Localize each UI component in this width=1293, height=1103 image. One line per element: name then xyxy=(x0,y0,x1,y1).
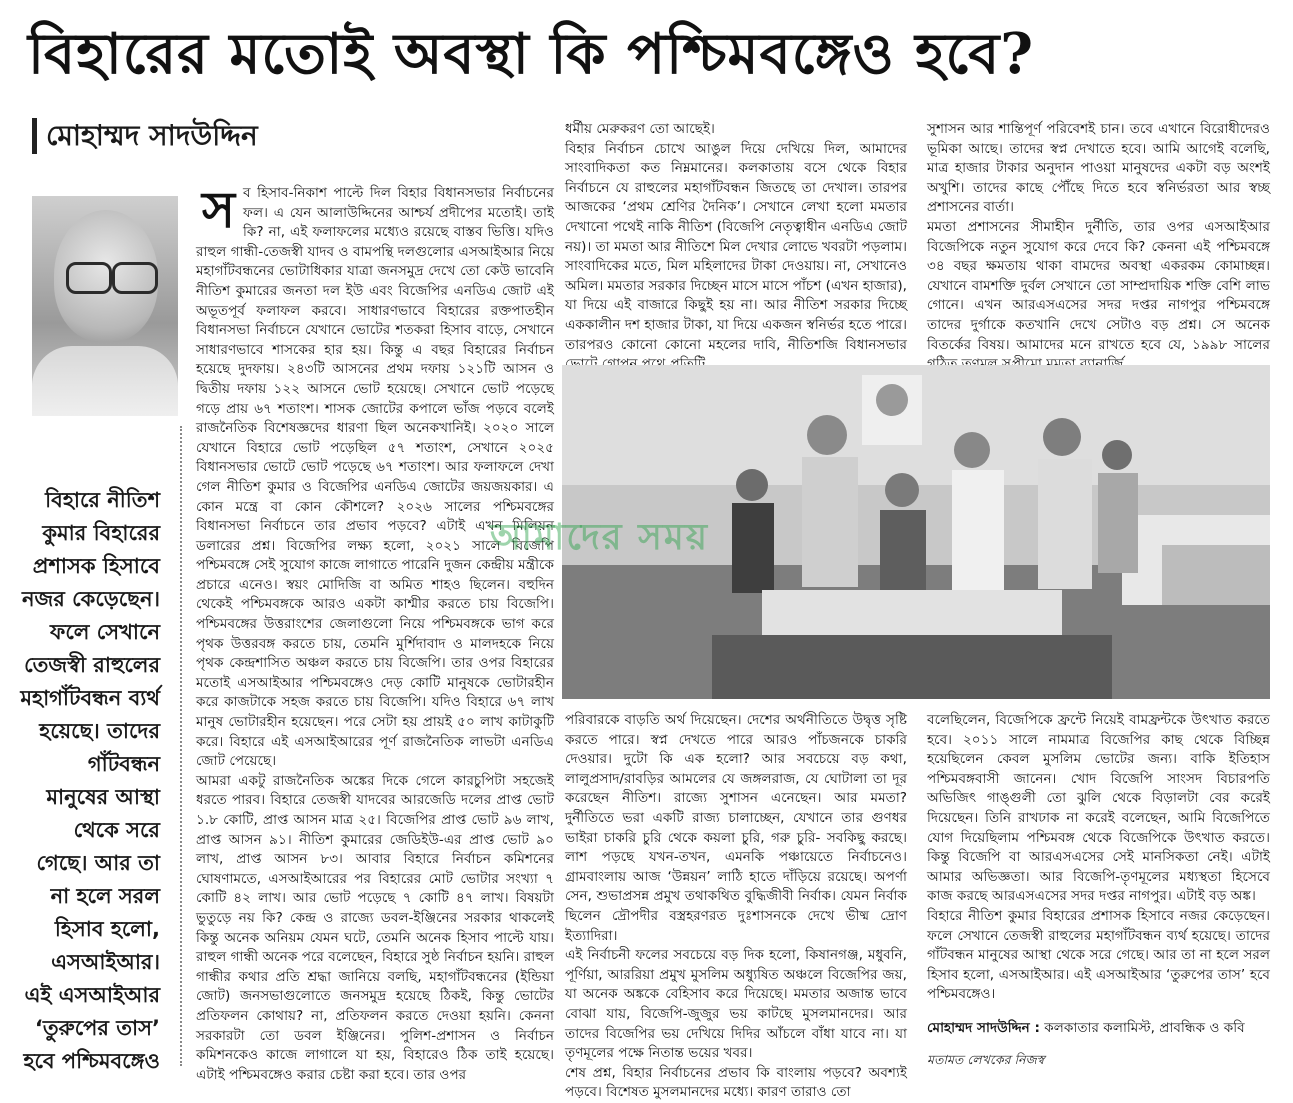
paragraph: মমতা প্রশাসনের সীমাহীন দুর্নীতি, তার ওপর এসআইআর বিজেপিকে নতুন সুযোগ করে দেবে কি? কেননা এই পশ্চিমবঙ্গে ৩৪ বছর ক্ষমতায় থাকা বামদের অবস্থা একরকম কোমাচ্ছন্ন। যেখানে বামশক্তি দুর্বল সেখানে তো সাম্প্রদায়িক শক্তি বেশি লাভ গোনে। এখন আরএসএসের সদর দপ্তর নাগপুর পশ্চিমবঙ্গে তাদের দুর্গাকে কতখানি দেখে সেটাও বড় প্রশ্ন। সে অনেক বিতর্কের বিষয়। আমাদের মনে রাখতে হবে যে, ১৯৯৮ সালের xyxy=(927,218,1270,353)
paragraph: আমরা একটু রাজনৈতিক অঙ্কের দিকে গেলে কারচুপিটা সহজেই ধরতে পারব। বিহারে তেজস্বী যাদবের আরজেডি দলের প্রাপ্ত ভোট ১.৮ কোটি, প্রাপ্ত আসন মাত্র ২৫। বিজেপির প্রাপ্ত ভোট ৯৬ লাখ, প্রাপ্ত আসন ৯১। নীতিশ কুমারের জেডিইউ-এর প্রাপ্ত ভোট ৯০ লাখ, প্রাপ্ত আসন ৮৩। আবার বিহারে নির্বাচন কমিশনের ঘোষণামতে, এসআইআরের পর বিহারের মোট ভোটার সংখ্যা ৭ কোটি ৪২ লাখ। আর ভোট পড়েছে ৭ কোটি ৪৭ লাখ। বিষয়টা ভুতুড়ে নয় কি? কেন্দ্র ও রাজ্যে ডবল-ইঞ্জিনের সরকার থাকলেই কিন্তু অনেক অনিয়ম যেমন ঘটে, তেমনি অনেক হিসাব পাল্টে যায়। রাহুল গান্ধী অনেক পরে বলেছেন, বিহারে সুষ্ঠ নির্বাচন হয়নি। রাহুল গান্ধীর কথার প্রতি শ্রদ্ধা জানিয়ে বলছি, মহাগাঁটবন্ধনের (ইন্ডিয়া জোট) জনসভাগুলোতে জনসমুদ্র হয়েছে ঠিকই, কিন্তু ভোটের প্রতিফলন কোথায়? না, প্রতিফলন করতে দেওয়া হয়নি। কেননা সরকারটা তো ডবল ইঞ্জিনের। পুলিশ-প্রশাসন ও নির্বাচন কমিশনকেও কাজে লাগালে যা হয়, বিহারেও ঠিক তাই হয়েছে। এটাই পশ্চিমবঙ্গেও করার চেষ্টা করা হবে। তার ওপর xyxy=(196,772,554,1083)
article-column-3-bottom xyxy=(927,711,1270,1011)
author-photo-glasses-left xyxy=(66,262,112,294)
article-column-1 xyxy=(196,180,554,1083)
article-column-2-bottom xyxy=(565,711,907,1101)
author-photo-glasses-right xyxy=(112,262,158,294)
paragraph: সুশাসন আর শান্তিপূর্ণ পরিবেশই চান। তবে এখানে বিরোধীদেরও ভূমিকা আছে। তাদের স্বপ্ন দেখাতে হবে। আমি আগেই বলেছি, মাত্র হাজার টাকার অনুদান পাওয়া মানুষদের একটা বড় অংশই অখুশি। তাদের কাছে পৌঁছে দিতে হবে স্বনির্ভরতা আর স্বচ্ছ প্রশাসনের বার্তা। xyxy=(927,121,1270,216)
paragraph: বিহারে নীতিশ কুমার বিহারের প্রশাসক হিসাবে নজর কেড়েছেন। ফলে সেখানে তেজস্বী রাহুলের মহাগাঁটবন্ধন ব্যর্থ হয়েছে। তাদের গাঁটবন্ধন মানুষের আস্থা থেকে সরে গেছে। আর তা না হলে সরল হিসাব হলো, এসআইআর। এই এসআইআর ‘তুরুপের তাস’ হবে পশ্চিমবঙ্গেও। xyxy=(927,907,1270,1003)
watermark: আমাদের সময় xyxy=(490,517,710,558)
author-photo-shirt xyxy=(32,346,178,416)
headline: বিহারের মতোই অবস্থা কি পশ্চিমবঙ্গেও হবে? xyxy=(28,21,1035,87)
paragraph: পরিবারকে বাড়তি অর্থ দিয়েছেন। দেশের অর্থনীতিতে উদ্বৃত্ত সৃষ্টি করতে পারে। স্বপ্ন দেখতে পারে আরও পাঁচজনকে চাকরি দেওয়ার। দুটো কি এক হলো? আর সবচেয়ে বড় কথা, লালুপ্রসাদ/রাবড়ির আমলের যে জঙ্গলরাজ, যে ঘোটালা তা দূর করেছেন নীতিশ। রাজ্যে সুশাসন এনেছেন। আর মমতা? দুর্নীতিতে ভরা একটি রাজ্য চালাচ্ছেন, যেখানে তার গুণধর ভাইরা চাকরি চুরি থেকে কয়লা চুরি, গরু চুরি- সবকিছু করছে। লাশ পড়ছে যখন-তখন, এমনকি পঞ্চায়েতে নির্বাচনেও। গ্রামবাংলায় আজ ‘উন্নয়ন’ লাঠি হাতে দাঁড়িয়ে রয়েছে। অপর্ণা সেন, শুভাপ্রসন্ন প্রমুখ তথাকথিত বুদ্ধিজীবী নির্বাক। যেমন নির্বাক ছিলেন দ্রৌপদীর বস্ত্রহরণরত দুঃশাসনকে দেখে ভীষ্ম দ্রোণ ইত্যাদিরা। xyxy=(565,712,907,944)
paragraph: এই নির্বাচনী ফলের সবচেয়ে বড় দিক হলো, কিষানগঞ্জ, মধুবনি, পূর্ণিয়া, আররিয়া প্রমুখ মুসলিম অধ্যুষিত অঞ্চলে বিজেপির জয়, যা অনেক অঙ্ককে বেহিসাব করে দিয়েছে। মমতার অজান্ত ভাবে বোঝা যায়, বিজেপি-জুজুর ভয় কাটছে মুসলমানদের। আর তাদের বিজেপির ভয় দেখিয়ে দিদির আঁচলে বাঁধা যাবে না। যা তৃণমূলের পক্ষে নিতান্ত ভয়ের খবর। xyxy=(565,947,907,1062)
paragraph: ধর্মীয় মেরুকরণ তো আছেই। xyxy=(565,121,715,137)
article-column-2-top xyxy=(565,120,907,364)
drop-cap: স xyxy=(202,180,236,239)
author-note-name: মোহাম্মদ সাদউদ্দিন : xyxy=(927,1020,1040,1036)
author-note xyxy=(927,1018,1270,1038)
disclaimer: মতামত লেখকের নিজস্ব xyxy=(927,1052,1045,1067)
author-note-desc: কলকাতার কলামিস্ট, প্রাবন্ধিক ও কবি xyxy=(1039,1020,1245,1036)
pullquote: বিহারে নীতিশ কুমার বিহারের প্রশাসক হিসাবে নজর কেড়েছেন। ফলে সেখানে তেজস্বী রাহুলের মহাগাঁটবন্ধন ব্যর্থ হয়েছে। তাদের গাঁটবন্ধন মানুষের আস্থা থেকে সরে গেছে। আর তা না হলে সরল হিসাব হলো, এসআইআর। এই এসআইআর ‘তুরুপের তাস’ হবে পশ্চিমবঙ্গেও xyxy=(20,488,160,1073)
byline-bar xyxy=(32,118,37,154)
paragraph: বলেছিলেন, বিজেপিকে ফ্রন্টে নিয়েই বামফ্রন্টকে উৎখাত করতে হবে। ২০১১ সালে নামমাত্র বিজেপির কাছ থেকে বিচ্ছিন্ন হয়েছিলেন কেবল মুসলিম ভোটের জন্য। বাকি ইতিহাস পশ্চিমবঙ্গবাসী জানেন। খোদ বিজেপি সাংসদ বিচারপতি অভিজিৎ গাঙ্গুলী তো ঝুলি থেকে বিড়ালটা বের করেই দিয়েছেন। তিনি রাখঢাক না করেই বলেছেন, আমি বিজেপিতে যোগ দিয়েছিলাম পশ্চিমবঙ্গ থেকে বিজেপিকে উৎখাত করতে। কিন্তু বিজেপি বা আরএসএসের সেই মানসিকতা নেই। এটাই আমার অভিজ্ঞতা। আর বিজেপি-তৃণমূলের মধ্যস্থতা হিসেবে কাজ করছে আরএসএসের সদর দপ্তর নাগপুর। এটাই বড় অঙ্ক। xyxy=(927,712,1270,905)
paragraph: বিহার নির্বাচন চোখে আঙুল দিয়ে দেখিয়ে দিল, আমাদের সাংবাদিকতা কত নিম্নমানের। কলকাতায় বসে থেকে বিহার নির্বাচনে যে রাহুলের মহাগাঁটবন্ধন জিতছে তা দেখাল। তারপর আজকের ‘প্রথম শ্রেণির দৈনিক’। সেখানে লেখা হলো মমতার দেখানো পথেই নাকি নীতিশ (বিজেপি নেতৃত্বাধীন এনডিএ জোট নয়)। তা মমতা আর নীতিশে মিল দেখার লোভে খবরটা পড়লাম। সাংবাদিকের মতে, মিল মহিলাদের টাকা দেওয়ায়। না, সেখানেও অমিল। মমতার সরকার দিচ্ছেন মাসে মাসে পাঁচশ (এখন হাজার), যা দিয়ে এই বাজারে কিছুই হয় না। আর নীতিশ সরকার দিচ্ছে এককালীন দশ হাজার টাকা, যা দিয়ে একজন স্বনির্ভর হতে পারে। তারপরও কোনো কোনো মহলের দাবি, নীতিশজি বিধানসভার xyxy=(565,140,907,353)
paragraph: শেষ প্রশ্ন, বিহার নির্বাচনের প্রভাব কি বাংলায় পড়বে? অবশ্যই পড়বে। বিশেষত মুসলমানদের মধ্যে। কারণ তারাও তো xyxy=(565,1064,907,1101)
paragraph: ব হিসাব-নিকাশ পাল্টে দিল বিহার বিধানসভার নির্বাচনের ফল। এ যেন আলাউদ্দিনের আশ্চর্য প্রদীপের মতোই। তাই কি? না, এই ফলাফলের মধ্যেও রয়েছে বাস্তব ভিত্তি। যদিও রাহুল গান্ধী-তেজস্বী যাদব ও বামপন্থি দলগুলোর এসআইআর নিয়ে মহাগাঁটবন্ধনের ভোটাধিকার যাত্রা জনসমুদ্র দেখে তো কেউ ভাবেনি নীতিশ কুমারের জনতা দল ইউ এবং বিজেপির এনডিএ জোট এই অভূতপূর্ব ফলাফল করবে। সাধারণভাবে বিহারের রক্তপাতহীন বিধানসভা নির্বাচনে যেখানে ভোটের শতকরা হিসাব বাড়ে, সেখানে সাধারণভাবে শাসকের হার হয়। কিন্তু এ বছর বিহারের নির্বাচন হয়েছে দুদফায়। ২৪৩টি আসনের প্রথম দফায় ১২১টি আসন ও দ্বিতীয় দফায় ১২২ আসনে ভোট হয়েছে। সেখানে ভোট পড়েছে গড়ে প্রায় ৬৭ শতাংশ। শাসক জোটের কপালে ভাঁজ পড়বে বলেই রাজনৈতিক বিশেষজ্ঞদের ধারণা ছিল অনেকখানিই। ২০২০ সালে যেখানে বিহারে ভোট পড়েছিল ৫৭ শতাংশ, সেখানে ২০২৫ বিধানসভার ভোটে ভোট পড়েছে ৬৭ শতাংশ। আর ফলাফলে দেখা গেল নীতিশ কুমার ও বিজেপির এনডিএ জোটের জয়জয়কার। এ কোন মন্ত্রে বা কোন কৌশলে? ২০২৬ সালের পশ্চিমবঙ্গের বিধানসভা নির্বাচনে তার প্রভাব পড়বে? এটাই এখন মিলিয়ন ডলারের প্রশ্ন। বিজেপির লক্ষ্য হলো, ২০২১ সালে বিজেপি পশ্চিমবঙ্গে সেই সুযোগ কাজে লাগাতে পারেনি দুজন কেন্দ্রীয় মন্ত্রীকে প্রচারে এনেও। স্বয়ং মোদিজি বা অমিত শাহও ছিলেন। বহুদিন থেকেই পশ্চিমবঙ্গকে আরও একটা কাশ্মীর করতে চায় বিজেপি। পশ্চিমবঙ্গের উত্তরাংশের জেলাগুলো নিয়ে পশ্চিমবঙ্গকে ভাগ করে পৃথক উত্তরবঙ্গ করতে চায়, তেমনি মুর্শিদাবাদ ও মালদহকে নিয়ে পৃথক কেন্দ্রশাসিত অঞ্চল করতে চায় বিজেপি। তার ওপর বিহারের মতোই এসআইআর পশ্চিমবঙ্গেও দেড় কোটি মানুষকে ভোটারহীন করে কাজটাকে সহজ করতে চায় বিজেপি। যদিও বিহারে ৬৭ লাখ মানুষ ভোটারহীন হয়েছেন। পরে সেটা হয় প্রায়ই ৫০ লাখ কাটাকুটি করে। বিহারে এই এসআইআরের পূর্ণ রাজনৈতিক লাভটা এনডিএ জোট পেয়েছে। xyxy=(196,185,554,770)
article-column-3-top xyxy=(927,120,1270,364)
author-photo xyxy=(32,196,178,408)
byline: মোহাম্মদ সাদউদ্দিন xyxy=(46,119,258,152)
pullquote-divider xyxy=(180,426,182,1066)
